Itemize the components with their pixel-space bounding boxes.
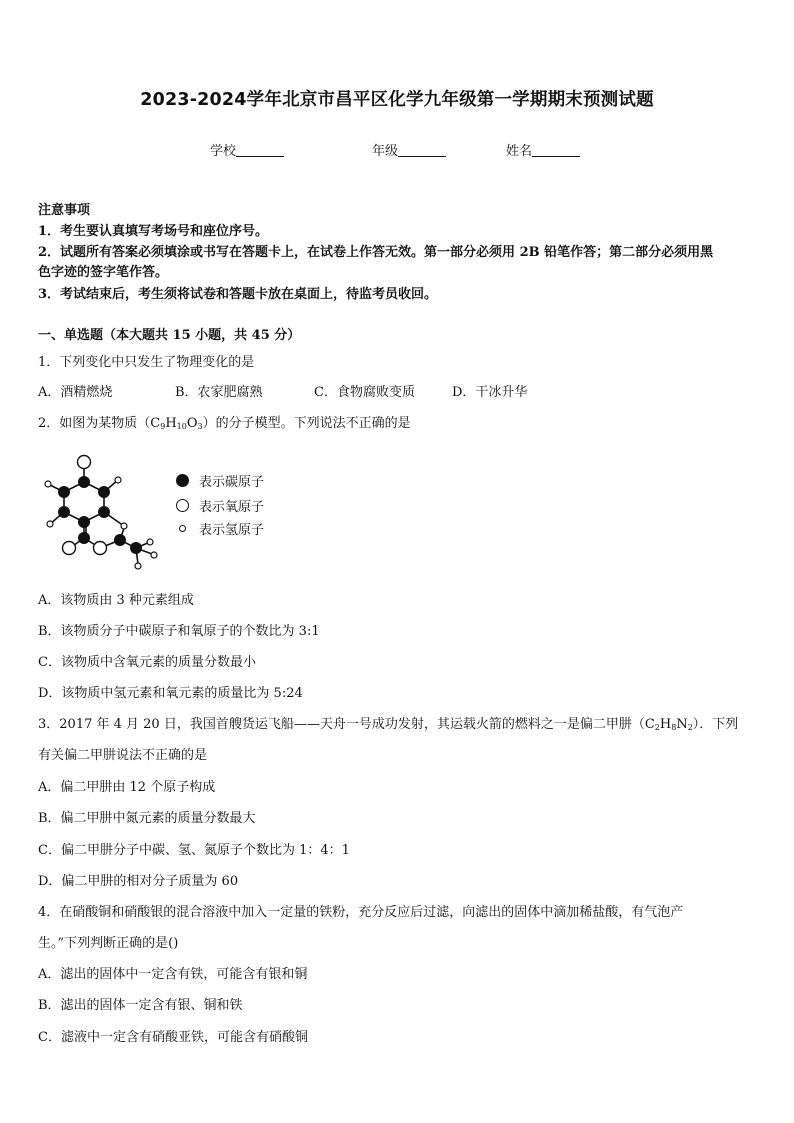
q1-option-a: A．酒精燃烧	[38, 385, 113, 400]
q2-option-c: C．该物质中含氧元素的质量分数最小	[38, 655, 256, 670]
carbon-atom	[58, 486, 70, 498]
grade-field	[372, 140, 446, 159]
name-blank	[532, 144, 580, 157]
grade-label: 年级	[372, 144, 399, 159]
hydrogen-atom	[121, 523, 127, 529]
grade-blank	[398, 144, 446, 157]
q1-options	[38, 384, 527, 402]
name-field	[506, 140, 580, 159]
q3-option-d: D．偏二甲肼的相对分子质量为 60	[38, 874, 239, 889]
carbon-atom	[98, 506, 110, 518]
school-field	[210, 140, 284, 159]
legend-hydrogen-label: 表示氢原子	[199, 522, 265, 538]
q1-option-c: C．食物腐败变质	[314, 385, 415, 400]
carbon-atom	[78, 476, 90, 488]
hydrogen-atom	[135, 563, 141, 569]
oxygen-atom-icon	[176, 499, 189, 512]
page-title: 2023-2024学年北京市昌平区化学九年级第一学期期末预测试题	[140, 90, 654, 110]
hydrogen-atom	[115, 477, 121, 483]
section-heading: 一、单选题（本大题共 15 小题，共 45 分）	[38, 328, 301, 343]
q1-option-b: B．农家肥腐熟	[175, 385, 263, 400]
q3-option-a: A．偏二甲肼由 12 个原子构成	[38, 780, 216, 795]
carbon-atom	[78, 516, 90, 528]
notice-item: 1．考生要认真填写考场号和座位序号。	[38, 224, 269, 239]
name-label: 姓名	[506, 144, 533, 159]
carbon-atom	[58, 506, 70, 518]
hydrogen-atom	[47, 521, 53, 527]
legend-oxygen	[176, 496, 264, 514]
q4-option-b: B．滤出的固体一定含有银、铜和铁	[38, 998, 243, 1013]
q2-option-a: A．该物质由 3 种元素组成	[38, 593, 194, 608]
q3-option-c: C．偏二甲肼分子中碳、氢、氮原子个数比为 1：4：1	[38, 843, 350, 858]
hydrogen-atom-icon	[179, 525, 186, 532]
legend-carbon	[176, 471, 264, 489]
q2-stem: 2．如图为某物质$(C_9H_{10}O_3)$的分子模型。下列说法不正确的是	[38, 416, 411, 431]
carbon-atom	[98, 486, 110, 498]
hydrogen-atom	[45, 481, 51, 487]
notice-item: 3．考试结束后，考生须将试卷和答题卡放在桌面上，待监考员收回。	[38, 287, 438, 302]
carbon-atom	[78, 532, 90, 544]
oxygen-atom	[63, 542, 76, 555]
legend-oxygen-label: 表示氧原子	[199, 499, 265, 515]
school-blank	[236, 144, 284, 157]
oxygen-atom	[94, 542, 107, 555]
hydrogen-atom	[147, 539, 153, 545]
molecule-model-diagram	[40, 454, 170, 574]
q1-option-d: D．干冰升华	[452, 385, 528, 400]
q4-option-c: C．滤液中一定含有硝酸亚铁，可能含有硝酸铜	[38, 1030, 308, 1045]
notice-item: 色字迹的签字笔作答。	[38, 265, 169, 280]
notice-item: 2．试题所有答案必须填涂或书写在答题卡上，在试卷上作答无效。第一部分必须用 2B 铅笔作答；第二部分必须用黑	[38, 245, 714, 260]
notice-heading: 注意事项	[38, 203, 91, 218]
legend-carbon-label: 表示碳原子	[199, 474, 265, 490]
q2-option-b: B．该物质分子中碳原子和氧原子的个数比为 3:1	[38, 624, 320, 639]
carbon-atom-icon	[176, 474, 189, 487]
q3-option-b: B．偏二甲肼中氮元素的质量分数最大	[38, 811, 256, 826]
q4-stem: 4．在硝酸铜和硝酸银的混合溶液中加入一定量的铁粉，充分反应后过滤，向滤出的固体中滴加稀盐酸，有气泡产	[38, 905, 684, 920]
oxygen-atom	[78, 456, 91, 469]
q3-stem-cont: 有关偏二甲肼说法不正确的是	[38, 748, 208, 763]
legend-hydrogen	[176, 519, 264, 537]
q4-option-a: A．滤出的固体中一定含有铁，可能含有银和铜	[38, 967, 308, 982]
q4-stem-cont: 生。”下列判断正确的是()	[38, 936, 179, 951]
q1-stem: 1．下列变化中只发生了物理变化的是	[38, 355, 255, 370]
q2-option-d: D．该物质中氢元素和氧元素的质量比为 5:24	[38, 686, 303, 701]
q3-stem: 3．2017 年 4 月 20 日，我国首艘货运飞船——天舟一号成功发射，其运载火箭的燃料之一是偏二甲肼$(C_2H_8N_2)$．下列	[38, 717, 739, 732]
school-label: 学校	[210, 144, 237, 159]
hydrogen-atom	[151, 552, 157, 558]
carbon-atom	[130, 542, 142, 554]
carbon-atom	[114, 534, 126, 546]
